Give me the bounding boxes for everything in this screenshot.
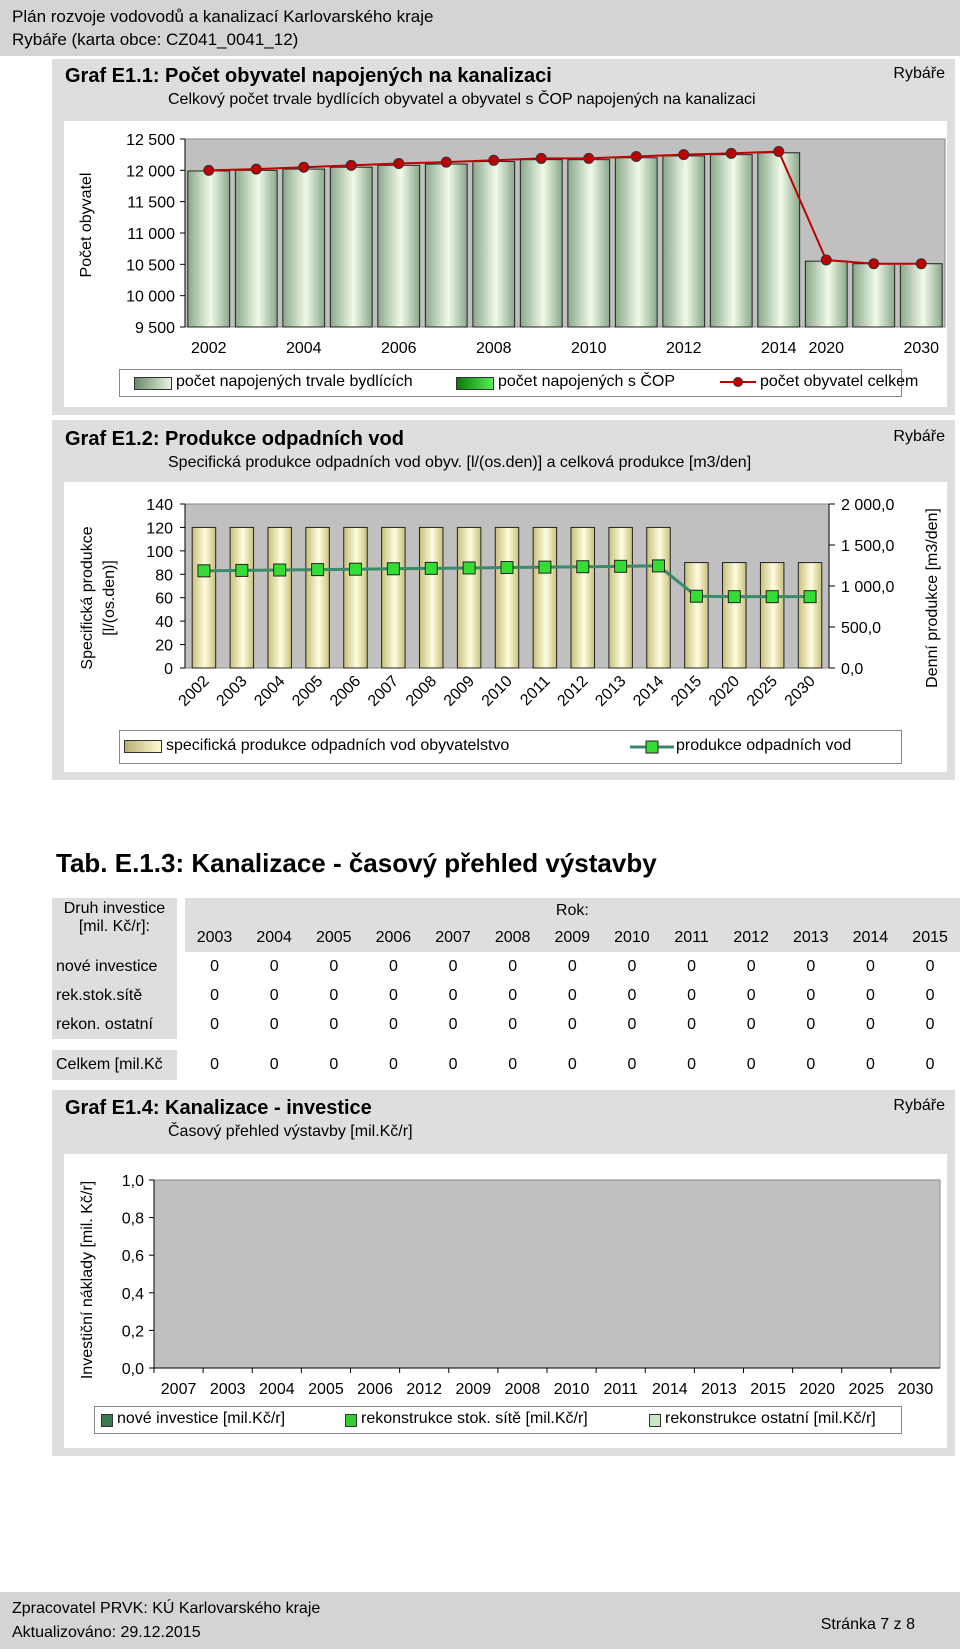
bar [283,169,325,327]
bar [344,527,367,668]
bar [805,261,847,327]
y2-tick-label: 500,0 [841,620,882,637]
bar [663,156,705,327]
data-point [577,561,589,573]
data-point [312,564,324,576]
plot-background [154,1180,940,1368]
investment-table [52,898,960,1080]
x-tick-label: 2014 [630,672,668,710]
spacer-cell [177,924,185,952]
table-cell: 0 [508,957,518,975]
year-header: 2014 [841,924,901,952]
y-axis-label: Investiční náklady [mil. Kč/r] [79,1180,96,1380]
chart1-municipality: Rybáře [893,65,945,82]
legend-label: produkce odpadních vod [676,737,852,754]
data-point [690,590,702,602]
table-cell: 0 [806,957,816,975]
legend-label: rekonstrukce stok. sítě [mil.Kč/r] [361,1410,588,1427]
bar [382,527,405,668]
table-cell: 0 [388,986,398,1004]
table-cell: 0 [210,1015,219,1033]
footer-page-number: Stránka 7 z 8 [820,1616,915,1633]
x-tick-label: 2006 [380,340,417,357]
bar [760,563,783,668]
table-cell: 0 [627,957,637,975]
bar [457,527,480,668]
bar [268,527,291,668]
y-tick-label: 120 [146,520,173,538]
row-label: rekon. ostatní [52,1010,177,1039]
chart2-legend [119,730,902,764]
table-total-row [52,1050,960,1080]
x-tick-label: 2014 [652,1381,688,1398]
y-tick-label: 12 500 [126,132,175,149]
corner-header [52,898,177,952]
year-header: 2005 [304,924,364,952]
table-cell: 0 [925,1015,935,1033]
table-cell: 0 [329,957,339,975]
x-tick-label: 2010 [478,672,516,710]
legend-swatch-sewer [345,1414,357,1427]
legend-label: nové investice [mil.Kč/r] [117,1410,286,1427]
data-point [346,160,356,170]
bar [647,527,670,668]
x-tick-label: 2011 [603,1381,638,1398]
year-header: 2008 [483,924,543,952]
bar [235,170,277,327]
table-cell: 0 [925,957,935,975]
y-tick-label: 0 [164,661,173,678]
table-cell: 0 [269,1015,279,1033]
table-cell: 0 [448,986,458,1004]
year-header: 2013 [781,924,841,952]
table-row [52,981,960,1010]
chart4-municipality: Rybáře [893,1097,945,1114]
spacer-cell [177,1050,185,1080]
x-tick-label: 2005 [289,672,327,710]
x-tick-label: 2002 [175,672,213,710]
table-header-row [52,898,960,924]
table-cell: 0 [687,957,696,975]
legend-label: počet napojených trvale bydlících [176,373,413,390]
data-point [501,562,513,574]
footer-updated: Aktualizováno: 29.12.2015 [12,1624,201,1641]
bar [330,167,372,327]
year-header: 2009 [542,924,602,952]
table-cell: 0 [746,1056,756,1073]
legend-label: počet napojených s ČOP [498,373,675,390]
legend-line-marker-icon [720,374,756,390]
chart1-title: Graf E1.1: Počet obyvatel napojených na kanalizaci [65,65,552,87]
bar [568,160,610,327]
y2-tick-label: 1 000,0 [841,579,895,596]
bar [615,158,657,327]
y2-axis-label: Denní produkce [m3/den] [924,508,941,688]
table-cell: 0 [329,1015,339,1033]
table-cell: 0 [269,986,279,1004]
bar [188,171,230,327]
table-cell: 0 [329,1056,339,1073]
y-tick-label: 0,8 [121,1210,144,1228]
table-cell: 0 [448,957,458,975]
data-point [653,560,665,572]
table-cell: 0 [687,1015,696,1033]
municipality-card: Rybáře (karta obce: CZ041_0041_12) [12,30,299,49]
data-point [425,562,437,574]
data-point [774,147,784,157]
row-label: rek.stok.sítě [52,981,177,1010]
x-tick-label: 2020 [705,672,744,710]
legend-line-marker-icon [630,739,674,755]
bar [710,155,752,327]
data-point [394,158,404,168]
data-point [349,563,361,575]
chart4-svg [64,1154,947,1448]
x-tick-label: 2004 [251,672,289,710]
legend-label: rekonstrukce ostatní [mil.Kč/r] [665,1410,876,1427]
y2-tick-label: 0,0 [841,661,864,678]
bar [192,527,215,668]
table-cell: 0 [210,1056,219,1073]
data-point [679,150,689,160]
data-point [916,259,926,269]
bar [758,153,800,327]
year-header: 2015 [900,924,960,952]
x-tick-label: 2025 [848,1381,885,1398]
data-point [463,562,475,574]
x-tick-label: 2012 [665,340,702,357]
x-tick-label: 2030 [897,1381,934,1398]
table-cell: 0 [687,1056,696,1073]
table-cell: 0 [448,1056,458,1073]
bar [798,563,821,668]
bar [306,527,329,668]
table-cell: 0 [210,957,219,975]
y-tick-label: 11 500 [127,194,175,212]
x-tick-label: 2030 [903,340,940,357]
x-tick-label: 2011 [517,672,554,710]
table-cell: 0 [865,1015,875,1033]
chart4-panel [52,1090,955,1456]
x-tick-label: 2025 [743,672,782,710]
data-point [766,591,778,603]
x-tick-label: 2006 [357,1381,393,1398]
table-cell: 0 [210,986,219,1004]
data-point [204,165,214,175]
chart4-legend [94,1406,902,1434]
chart2-panel [52,420,955,780]
chart1-subtitle: Celkový počet trvale bydlících obyvatel a obyvatel s ČOP napojených na kanalizaci [168,91,756,108]
corner-label: Druh investice [63,900,166,917]
table-cell: 0 [388,957,398,975]
data-point [441,157,451,167]
legend-swatch-bars [134,377,172,390]
x-tick-label: 2015 [668,672,706,710]
bar [473,162,515,327]
table-cell: 0 [806,986,816,1004]
legend-label: specifická produkce odpadních vod obyvatelstvo [166,737,510,754]
chart2-municipality: Rybáře [893,428,945,445]
bar [900,264,942,327]
y-tick-label: 60 [155,590,173,608]
data-point [274,564,286,576]
table-cell: 0 [865,957,875,975]
chart2-title: Graf E1.2: Produkce odpadních vod [65,428,404,450]
x-tick-label: 2013 [701,1381,737,1398]
bar [571,527,594,668]
year-header: 2011 [662,924,722,952]
bar [378,165,420,327]
y2-tick-label: 2 000,0 [841,497,895,514]
x-tick-label: 2003 [209,1381,246,1398]
spacer-cell [177,1010,185,1039]
table-cell: 0 [567,957,577,975]
table-cell: 0 [269,1056,279,1073]
y-tick-label: 0,0 [121,1361,144,1378]
x-tick-label: 2013 [592,672,630,710]
table-cell: 0 [627,1056,637,1073]
chart1-area [64,121,947,407]
chart2-subtitle: Specifická produkce odpadních vod obyv. [l/(os.den)] a celková produkce [m3/den] [168,454,752,471]
data-point [728,591,740,603]
data-point [539,561,551,573]
x-tick-label: 2007 [160,1381,197,1398]
x-tick-label: 2004 [259,1381,295,1398]
spacer-cell [177,981,185,1010]
x-tick-label: 2009 [440,672,478,710]
gap-cell [52,1039,960,1050]
y-axis-label: Počet obyvatel [78,172,95,278]
x-tick-label: 2008 [504,1381,541,1398]
year-header: 2006 [364,924,424,952]
table-cell: 0 [329,986,339,1004]
table-row [52,952,960,981]
y-tick-label: 11 000 [127,226,175,243]
corner-label: [mil. Kč/r]: [78,918,150,935]
chart4-subtitle: Časový přehled výstavby [mil.Kč/r] [168,1123,413,1140]
table-cell: 0 [687,986,696,1004]
table-cell: 0 [925,986,935,1004]
chart4-area [64,1154,947,1448]
y-tick-label: 10 000 [126,288,175,306]
data-point [387,563,399,575]
document-header [0,0,960,56]
year-header: 2012 [721,924,781,952]
bar [419,527,442,668]
year-header: 2007 [423,924,483,952]
x-tick-label: 2015 [750,1381,786,1398]
data-point [584,153,594,163]
bar [685,563,708,668]
x-tick-label: 2002 [190,340,227,357]
y-tick-label: 40 [155,614,173,632]
year-header: 2003 [185,924,245,952]
legend-swatch-bars [124,740,162,753]
plan-title: Plán rozvoje vodovodů a kanalizací Karlovarského kraje [12,7,434,26]
y-tick-label: 80 [155,567,173,585]
y-axis-label: [l/(os.den)] [101,560,118,636]
x-tick-label: 2020 [808,340,845,357]
chart2-area [64,482,947,772]
table-cell: 0 [388,1056,398,1073]
x-tick-label: 2008 [475,340,512,357]
year-header: 2004 [244,924,304,952]
data-point [536,153,546,163]
table-cell: 0 [388,1015,398,1033]
data-point [489,155,499,165]
chart2-svg [64,482,947,772]
y-tick-label: 140 [146,497,173,514]
table-gap [52,1039,960,1050]
table-cell: 0 [567,1015,577,1033]
bar [425,164,467,327]
table-cell: 0 [746,1015,756,1033]
legend-swatch-other [649,1414,661,1427]
y-tick-label: 0,2 [121,1323,144,1341]
table-cell: 0 [567,1056,577,1073]
y-tick-label: 20 [155,637,173,655]
y-axis-label: Specifická produkce [79,526,96,670]
chart1-panel [52,59,955,415]
data-point [251,164,261,174]
y-tick-label: 10 500 [126,257,175,275]
y2-tick-label: 1 500,0 [841,538,895,555]
y-tick-label: 9 500 [134,320,175,337]
legend-label: počet obyvatel celkem [760,373,919,390]
table-cell: 0 [508,986,518,1004]
x-tick-label: 2030 [781,672,819,710]
row-label: nové investice [52,952,177,981]
y-tick-label: 0,4 [121,1285,144,1303]
data-point [821,255,831,265]
bar [495,527,518,668]
spacer-cell [177,898,185,924]
year-header: 2010 [602,924,662,952]
bar [230,527,253,668]
x-tick-label: 2005 [308,1381,344,1398]
row-label: Celkem [mil.Kč [52,1050,177,1080]
table-cell: 0 [508,1015,518,1033]
x-tick-label: 2009 [455,1381,492,1398]
table-cell: 0 [865,1056,875,1073]
bar [723,563,746,668]
legend-swatch-new [101,1414,113,1427]
table-years-row [52,924,960,952]
table-cell: 0 [627,1015,637,1033]
legend-swatch-cop [456,377,494,390]
x-tick-label: 2012 [554,672,592,710]
data-point [804,591,816,603]
bar [520,160,562,327]
bar [853,264,895,327]
x-tick-label: 2010 [570,340,607,357]
data-point [726,148,736,158]
x-tick-label: 2006 [327,672,365,710]
spacer-cell [177,952,185,981]
x-tick-label: 2004 [285,340,322,357]
table-cell: 0 [627,986,637,1004]
chart1-svg [64,121,947,407]
y-tick-label: 100 [146,543,173,561]
table-row [52,1010,960,1039]
y-tick-label: 1,0 [121,1173,144,1190]
x-tick-label: 2014 [760,340,797,357]
page-footer [0,1592,960,1649]
table-cell: 0 [865,986,875,1004]
y-tick-label: 12 000 [126,163,175,181]
table-cell: 0 [448,1015,458,1033]
chart1-legend [119,369,919,397]
table-cell: 0 [746,957,756,975]
data-point [869,259,879,269]
table-cell: 0 [746,986,756,1004]
x-tick-label: 2012 [406,1381,442,1398]
data-point [615,560,627,572]
x-tick-label: 2020 [799,1381,835,1398]
bar [609,527,632,668]
x-tick-label: 2007 [364,672,403,710]
x-tick-label: 2003 [213,672,251,710]
table-cell: 0 [567,986,577,1004]
bar [533,527,556,668]
table-cell: 0 [269,957,279,975]
x-tick-label: 2008 [402,672,441,710]
table-cell: 0 [925,1056,935,1073]
table-cell: 0 [806,1056,816,1073]
chart4-title: Graf E1.4: Kanalizace - investice [65,1097,372,1119]
x-tick-label: 2010 [553,1381,590,1398]
data-point [198,565,210,577]
y-tick-label: 0,6 [121,1248,144,1266]
data-point [631,152,641,162]
data-point [236,564,248,576]
footer-processor: Zpracovatel PRVK: KÚ Karlovarského kraje [12,1600,321,1617]
table-cell: 0 [806,1015,816,1033]
data-point [299,162,309,172]
table-title: Tab. E.1.3: Kanalizace - časový přehled výstavby [56,848,657,878]
table-cell: 0 [508,1056,518,1073]
year-group-header: Rok: [185,898,960,924]
